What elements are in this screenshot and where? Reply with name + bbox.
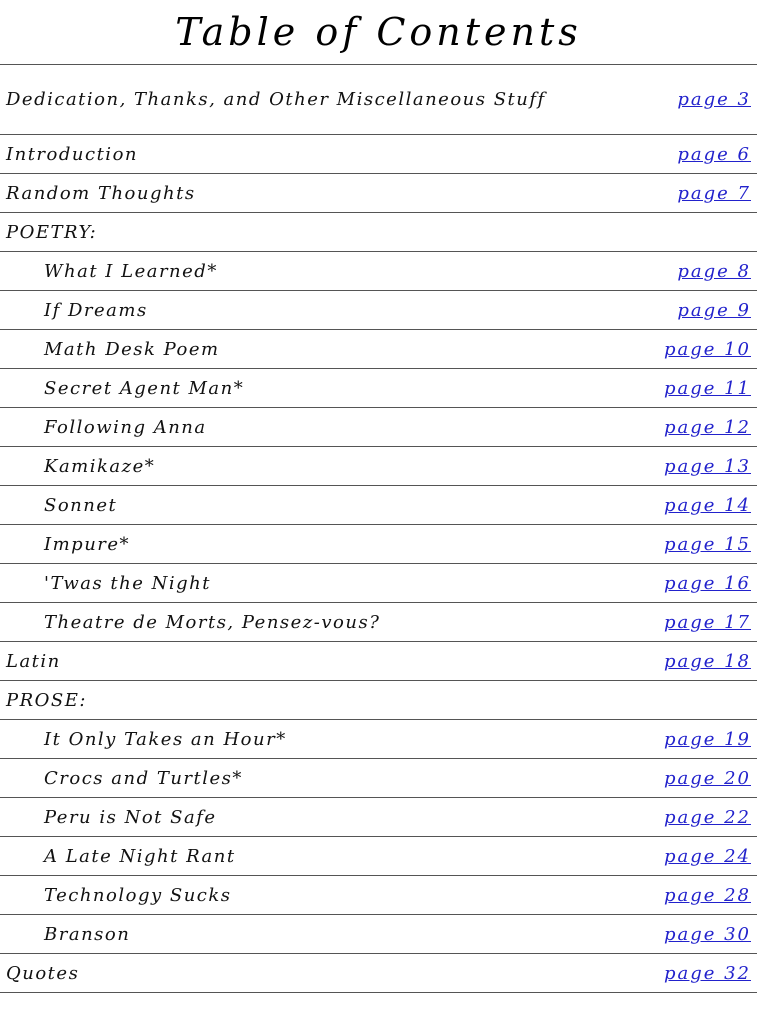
toc-page-link[interactable]: page 7 (677, 182, 751, 204)
toc-page-link[interactable]: page 16 (663, 572, 751, 594)
toc-row (0, 486, 757, 525)
toc-row (0, 330, 757, 369)
toc-page-link[interactable]: page 9 (677, 299, 751, 321)
toc-page-link[interactable]: page 17 (663, 611, 751, 633)
toc-page-link[interactable]: page 12 (663, 416, 751, 438)
toc-entry-title: A Late Night Rant (44, 845, 236, 867)
toc-entry-title: Branson (44, 923, 131, 945)
toc-table (0, 64, 757, 993)
toc-page-link[interactable]: page 13 (663, 455, 751, 477)
toc-section-heading: PROSE: (6, 689, 87, 711)
toc-section-row (0, 681, 757, 720)
toc-entry-title: What I Learned* (44, 260, 218, 282)
toc-entry-title: Introduction (6, 143, 138, 165)
toc-page-link[interactable]: page 32 (663, 962, 751, 984)
toc-row (0, 915, 757, 954)
toc-row (0, 135, 757, 174)
toc-row (0, 954, 757, 993)
toc-entry-title: Kamikaze* (44, 455, 156, 477)
toc-page-link[interactable]: page 3 (677, 89, 751, 110)
page-title: Table of Contents (175, 10, 582, 54)
toc-empty-cell (560, 681, 757, 720)
toc-entry-title: Technology Sucks (44, 884, 232, 906)
toc-row (0, 798, 757, 837)
toc-row (0, 759, 757, 798)
toc-page-link[interactable]: page 28 (663, 884, 751, 906)
toc-row (0, 603, 757, 642)
toc-row (0, 174, 757, 213)
toc-entry-title: Following Anna (44, 416, 207, 438)
toc-entry-title: Peru is Not Safe (44, 806, 217, 828)
toc-row (0, 369, 757, 408)
toc-entry-title: Secret Agent Man* (44, 377, 245, 399)
toc-entry-title: 'Twas the Night (44, 572, 211, 594)
toc-row (0, 876, 757, 915)
toc-empty-cell (560, 213, 757, 252)
toc-row (0, 408, 757, 447)
toc-entry-title: Latin (6, 650, 61, 672)
toc-page-link[interactable]: page 6 (677, 143, 751, 165)
toc-section-heading: POETRY: (6, 221, 98, 243)
toc-row (0, 65, 757, 135)
toc-row (0, 642, 757, 681)
toc-row (0, 447, 757, 486)
toc-row (0, 252, 757, 291)
toc-page-link[interactable]: page 18 (663, 650, 751, 672)
toc-entry-title: Crocs and Turtles* (44, 767, 243, 789)
toc-entry-title: Sonnet (44, 494, 118, 516)
toc-entry-title: It Only Takes an Hour* (44, 728, 287, 750)
toc-row (0, 291, 757, 330)
toc-row (0, 837, 757, 876)
toc-page-link[interactable]: page 8 (677, 260, 751, 282)
toc-entry-title: Theatre de Morts, Pensez-vous? (44, 611, 381, 633)
toc-page-link[interactable]: page 19 (663, 728, 751, 750)
toc-page-link[interactable]: page 15 (663, 533, 751, 555)
toc-section-row (0, 213, 757, 252)
toc-row (0, 720, 757, 759)
toc-entry-title: If Dreams (44, 299, 148, 321)
toc-row (0, 525, 757, 564)
toc-entry-title: Quotes (6, 962, 80, 984)
toc-entry-title: Random Thoughts (6, 182, 196, 204)
toc-entry-title: Impure* (44, 533, 131, 555)
toc-page-link[interactable]: page 30 (663, 923, 751, 945)
toc-entry-title: Math Desk Poem (44, 338, 220, 360)
toc-page-link[interactable]: page 11 (663, 377, 751, 399)
toc-row (0, 564, 757, 603)
toc-page-link[interactable]: page 20 (663, 767, 751, 789)
toc-page-link[interactable]: page 14 (663, 494, 751, 516)
toc-entry-title: Dedication, Thanks, and Other Miscellaneous Stuff (6, 89, 546, 110)
toc-page-link[interactable]: page 10 (663, 338, 751, 360)
toc-page-link[interactable]: page 24 (663, 845, 751, 867)
toc-page-link[interactable]: page 22 (663, 806, 751, 828)
